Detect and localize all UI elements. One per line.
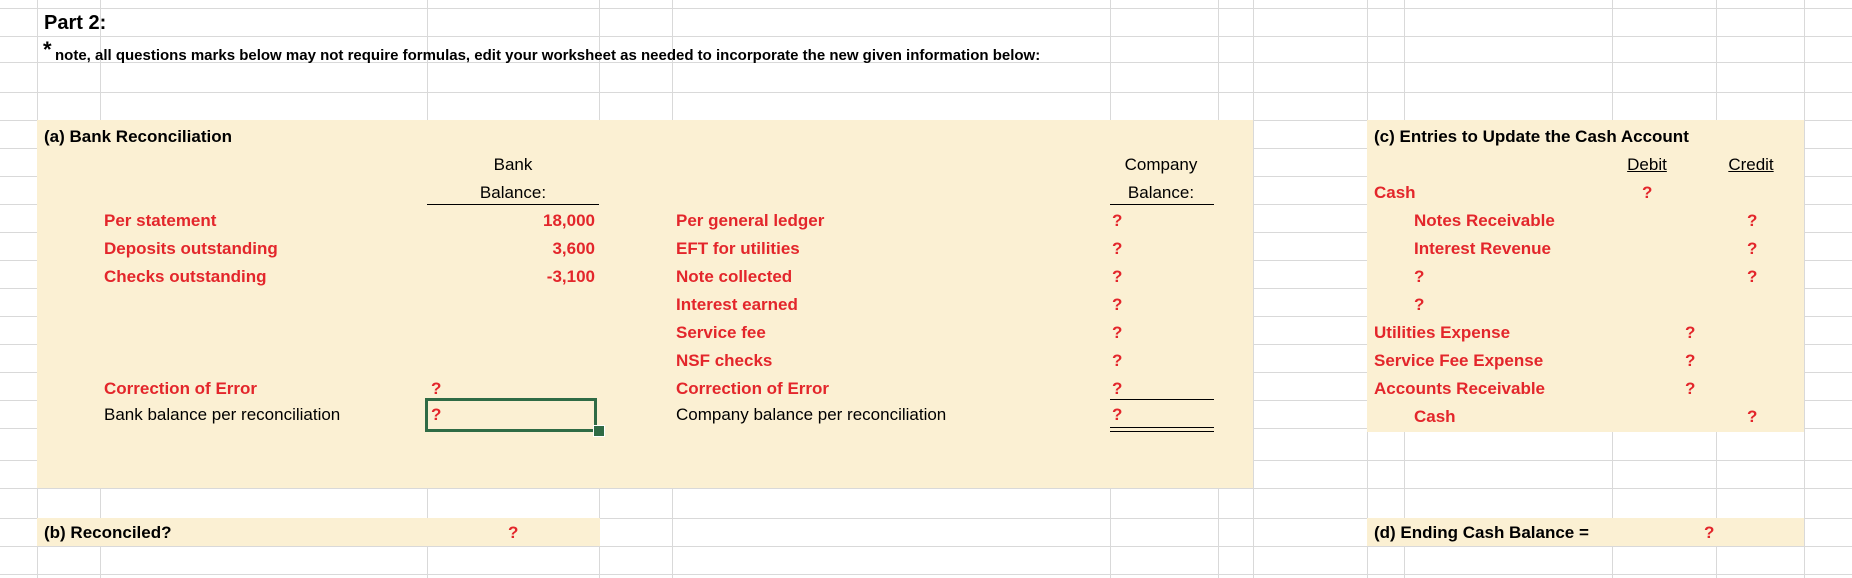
company-row-label[interactable]: Note collected: [676, 267, 793, 286]
company-row-value[interactable]: ?: [1112, 351, 1123, 370]
company-row-value[interactable]: ?: [1112, 239, 1123, 258]
bank-balance-header-1[interactable]: Bank: [493, 155, 533, 174]
company-total-top-line: [1110, 399, 1214, 400]
company-row-label[interactable]: Per general ledger: [676, 211, 825, 230]
credit-header[interactable]: Credit: [1728, 155, 1774, 174]
entry-account[interactable]: Service Fee Expense: [1374, 351, 1544, 370]
fill-handle[interactable]: [593, 425, 605, 437]
company-row-value[interactable]: ?: [1112, 211, 1123, 230]
bank-row-value[interactable]: 3,600: [552, 239, 595, 258]
entry-debit[interactable]: ?: [1642, 183, 1653, 202]
bank-rec-block: [37, 120, 1253, 488]
company-row-value[interactable]: ?: [1112, 267, 1123, 286]
note-text: note, all questions marks below may not require formulas, edit your worksheet as needed to incorporate the new given information below:: [55, 47, 1041, 64]
bank-row-label[interactable]: Deposits outstanding: [104, 239, 278, 258]
entry-credit[interactable]: ?: [1747, 407, 1758, 426]
bank-rec-title: (a) Bank Reconciliation: [44, 127, 232, 146]
entry-account[interactable]: Utilities Expense: [1374, 323, 1511, 342]
bank-header-underline: [427, 204, 599, 205]
entry-account[interactable]: Interest Revenue: [1414, 239, 1551, 258]
company-total-value[interactable]: ?: [1112, 405, 1123, 424]
ending-cash-label: (d) Ending Cash Balance =: [1374, 523, 1589, 542]
reconciled-value[interactable]: ?: [508, 523, 519, 542]
company-row-label[interactable]: EFT for utilities: [676, 239, 800, 258]
entry-account[interactable]: Cash: [1374, 183, 1416, 202]
company-total-double-underline-1: [1110, 427, 1214, 428]
entry-account[interactable]: Notes Receivable: [1414, 211, 1555, 230]
bank-row-label[interactable]: Per statement: [104, 211, 217, 230]
entry-debit[interactable]: ?: [1685, 379, 1696, 398]
entry-credit[interactable]: ?: [1747, 211, 1758, 230]
bank-row-value[interactable]: 18,000: [543, 211, 595, 230]
company-row-label[interactable]: NSF checks: [676, 351, 773, 370]
bank-row-value[interactable]: -3,100: [546, 267, 595, 286]
company-row-label[interactable]: Interest earned: [676, 295, 798, 314]
company-total-double-underline-2: [1110, 431, 1214, 432]
bank-balance-header-2[interactable]: Balance:: [479, 183, 547, 202]
company-balance-header-1[interactable]: Company: [1124, 155, 1198, 174]
reconciled-label: (b) Reconciled?: [44, 523, 172, 542]
company-row-value[interactable]: ?: [1112, 295, 1123, 314]
debit-header[interactable]: Debit: [1627, 155, 1667, 174]
entry-debit[interactable]: ?: [1685, 351, 1696, 370]
company-row-label[interactable]: Service fee: [676, 323, 766, 342]
entry-account[interactable]: Cash: [1414, 407, 1456, 426]
entry-account[interactable]: ?: [1414, 295, 1425, 314]
selected-cell[interactable]: [425, 398, 597, 432]
company-row-value[interactable]: ?: [1112, 379, 1123, 398]
ending-cash-value[interactable]: ?: [1704, 523, 1715, 542]
company-row-value[interactable]: ?: [1112, 323, 1123, 342]
note-asterisk: *: [43, 37, 52, 62]
part-title: Part 2:: [44, 12, 107, 34]
company-balance-header-2[interactable]: Balance:: [1127, 183, 1195, 202]
bank-correction-value[interactable]: ?: [431, 379, 442, 398]
entry-debit[interactable]: ?: [1685, 323, 1696, 342]
bank-total-value[interactable]: ?: [431, 405, 442, 424]
entry-credit[interactable]: ?: [1747, 239, 1758, 258]
entry-credit[interactable]: ?: [1747, 267, 1758, 286]
bank-row-label[interactable]: Checks outstanding: [104, 267, 267, 286]
company-header-underline: [1110, 204, 1214, 205]
entries-title: (c) Entries to Update the Cash Account: [1374, 127, 1689, 146]
entry-account[interactable]: Accounts Receivable: [1374, 379, 1546, 398]
entry-account[interactable]: ?: [1414, 267, 1425, 286]
bank-total-label[interactable]: Bank balance per reconciliation: [104, 405, 341, 424]
company-total-label[interactable]: Company balance per reconciliation: [676, 405, 947, 424]
bank-correction-label[interactable]: Correction of Error: [104, 379, 258, 398]
company-row-label[interactable]: Correction of Error: [676, 379, 830, 398]
